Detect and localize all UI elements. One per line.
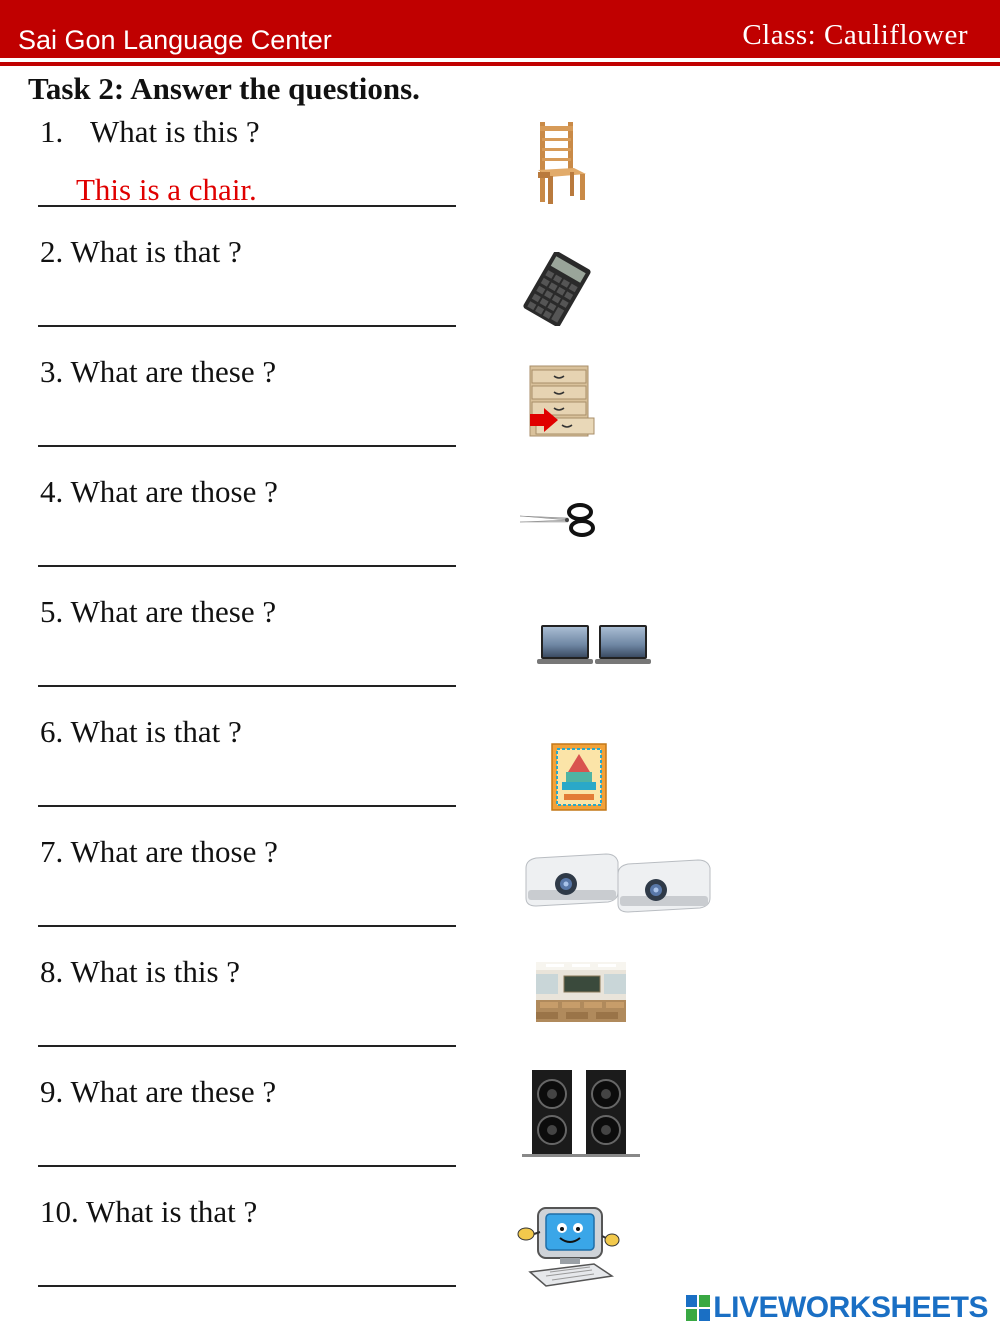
question-number: 3. [40, 354, 64, 389]
question-number: 6. [40, 714, 64, 749]
laptops-icon [535, 622, 655, 668]
question-text: What is that ? [85, 1194, 258, 1229]
header-divider [0, 62, 1000, 66]
brand-logo [686, 1290, 988, 1326]
chair-icon [532, 120, 588, 206]
answer-line-3[interactable] [38, 445, 456, 447]
question-4 [40, 474, 278, 510]
speakers-icon [522, 1068, 642, 1160]
calculator-icon [520, 252, 594, 326]
question-text: What is that ? [70, 234, 242, 269]
question-1 [40, 114, 260, 150]
question-text: What are these ? [70, 1074, 277, 1109]
question-number: 2. [40, 234, 64, 269]
question-2 [40, 234, 242, 270]
classroom-icon [536, 962, 626, 1022]
question-9 [40, 1074, 276, 1110]
question-number: 8. [40, 954, 64, 989]
center-name: Sai Gon Language Center [18, 25, 332, 55]
question-text: What is this ? [70, 954, 241, 989]
question-number: 4. [40, 474, 64, 509]
class-label: Class: Cauliflower [742, 19, 968, 51]
answer-line-7[interactable] [38, 925, 456, 927]
question-3 [40, 354, 276, 390]
question-text: What are these ? [70, 594, 277, 629]
drawers-icon [526, 364, 598, 442]
question-text: What is that ? [70, 714, 242, 749]
question-10 [40, 1194, 257, 1230]
liveworksheets-logo-icon [686, 1295, 710, 1321]
question-number: 5. [40, 594, 64, 629]
computer-icon [516, 1204, 620, 1288]
brand-text: LIVEWORKSHEETS [713, 1291, 988, 1324]
scissors-icon [518, 500, 598, 540]
question-number: 9. [40, 1074, 64, 1109]
answer-line-6[interactable] [38, 805, 456, 807]
answer-line-8[interactable] [38, 1045, 456, 1047]
question-6 [40, 714, 242, 750]
answer-line-4[interactable] [38, 565, 456, 567]
question-number: 7. [40, 834, 64, 869]
question-number: 10. [40, 1194, 79, 1229]
book-icon [550, 742, 608, 812]
question-5 [40, 594, 276, 630]
answer-1: This is a chair. [76, 172, 257, 207]
answer-line-2[interactable] [38, 325, 456, 327]
answer-line-10[interactable] [38, 1285, 456, 1287]
task-title: Task 2: Answer the questions. [28, 71, 420, 106]
question-text: What are those ? [70, 834, 278, 869]
answer-line-1[interactable] [38, 205, 456, 207]
question-text: What are these ? [70, 354, 277, 389]
answer-line-9[interactable] [38, 1165, 456, 1167]
question-7 [40, 834, 278, 870]
question-number: 1. [40, 114, 64, 149]
question-text: What is this ? [90, 114, 260, 149]
projectors-icon [522, 852, 714, 918]
question-text: What are those ? [70, 474, 278, 509]
question-8 [40, 954, 240, 990]
answer-line-5[interactable] [38, 685, 456, 687]
